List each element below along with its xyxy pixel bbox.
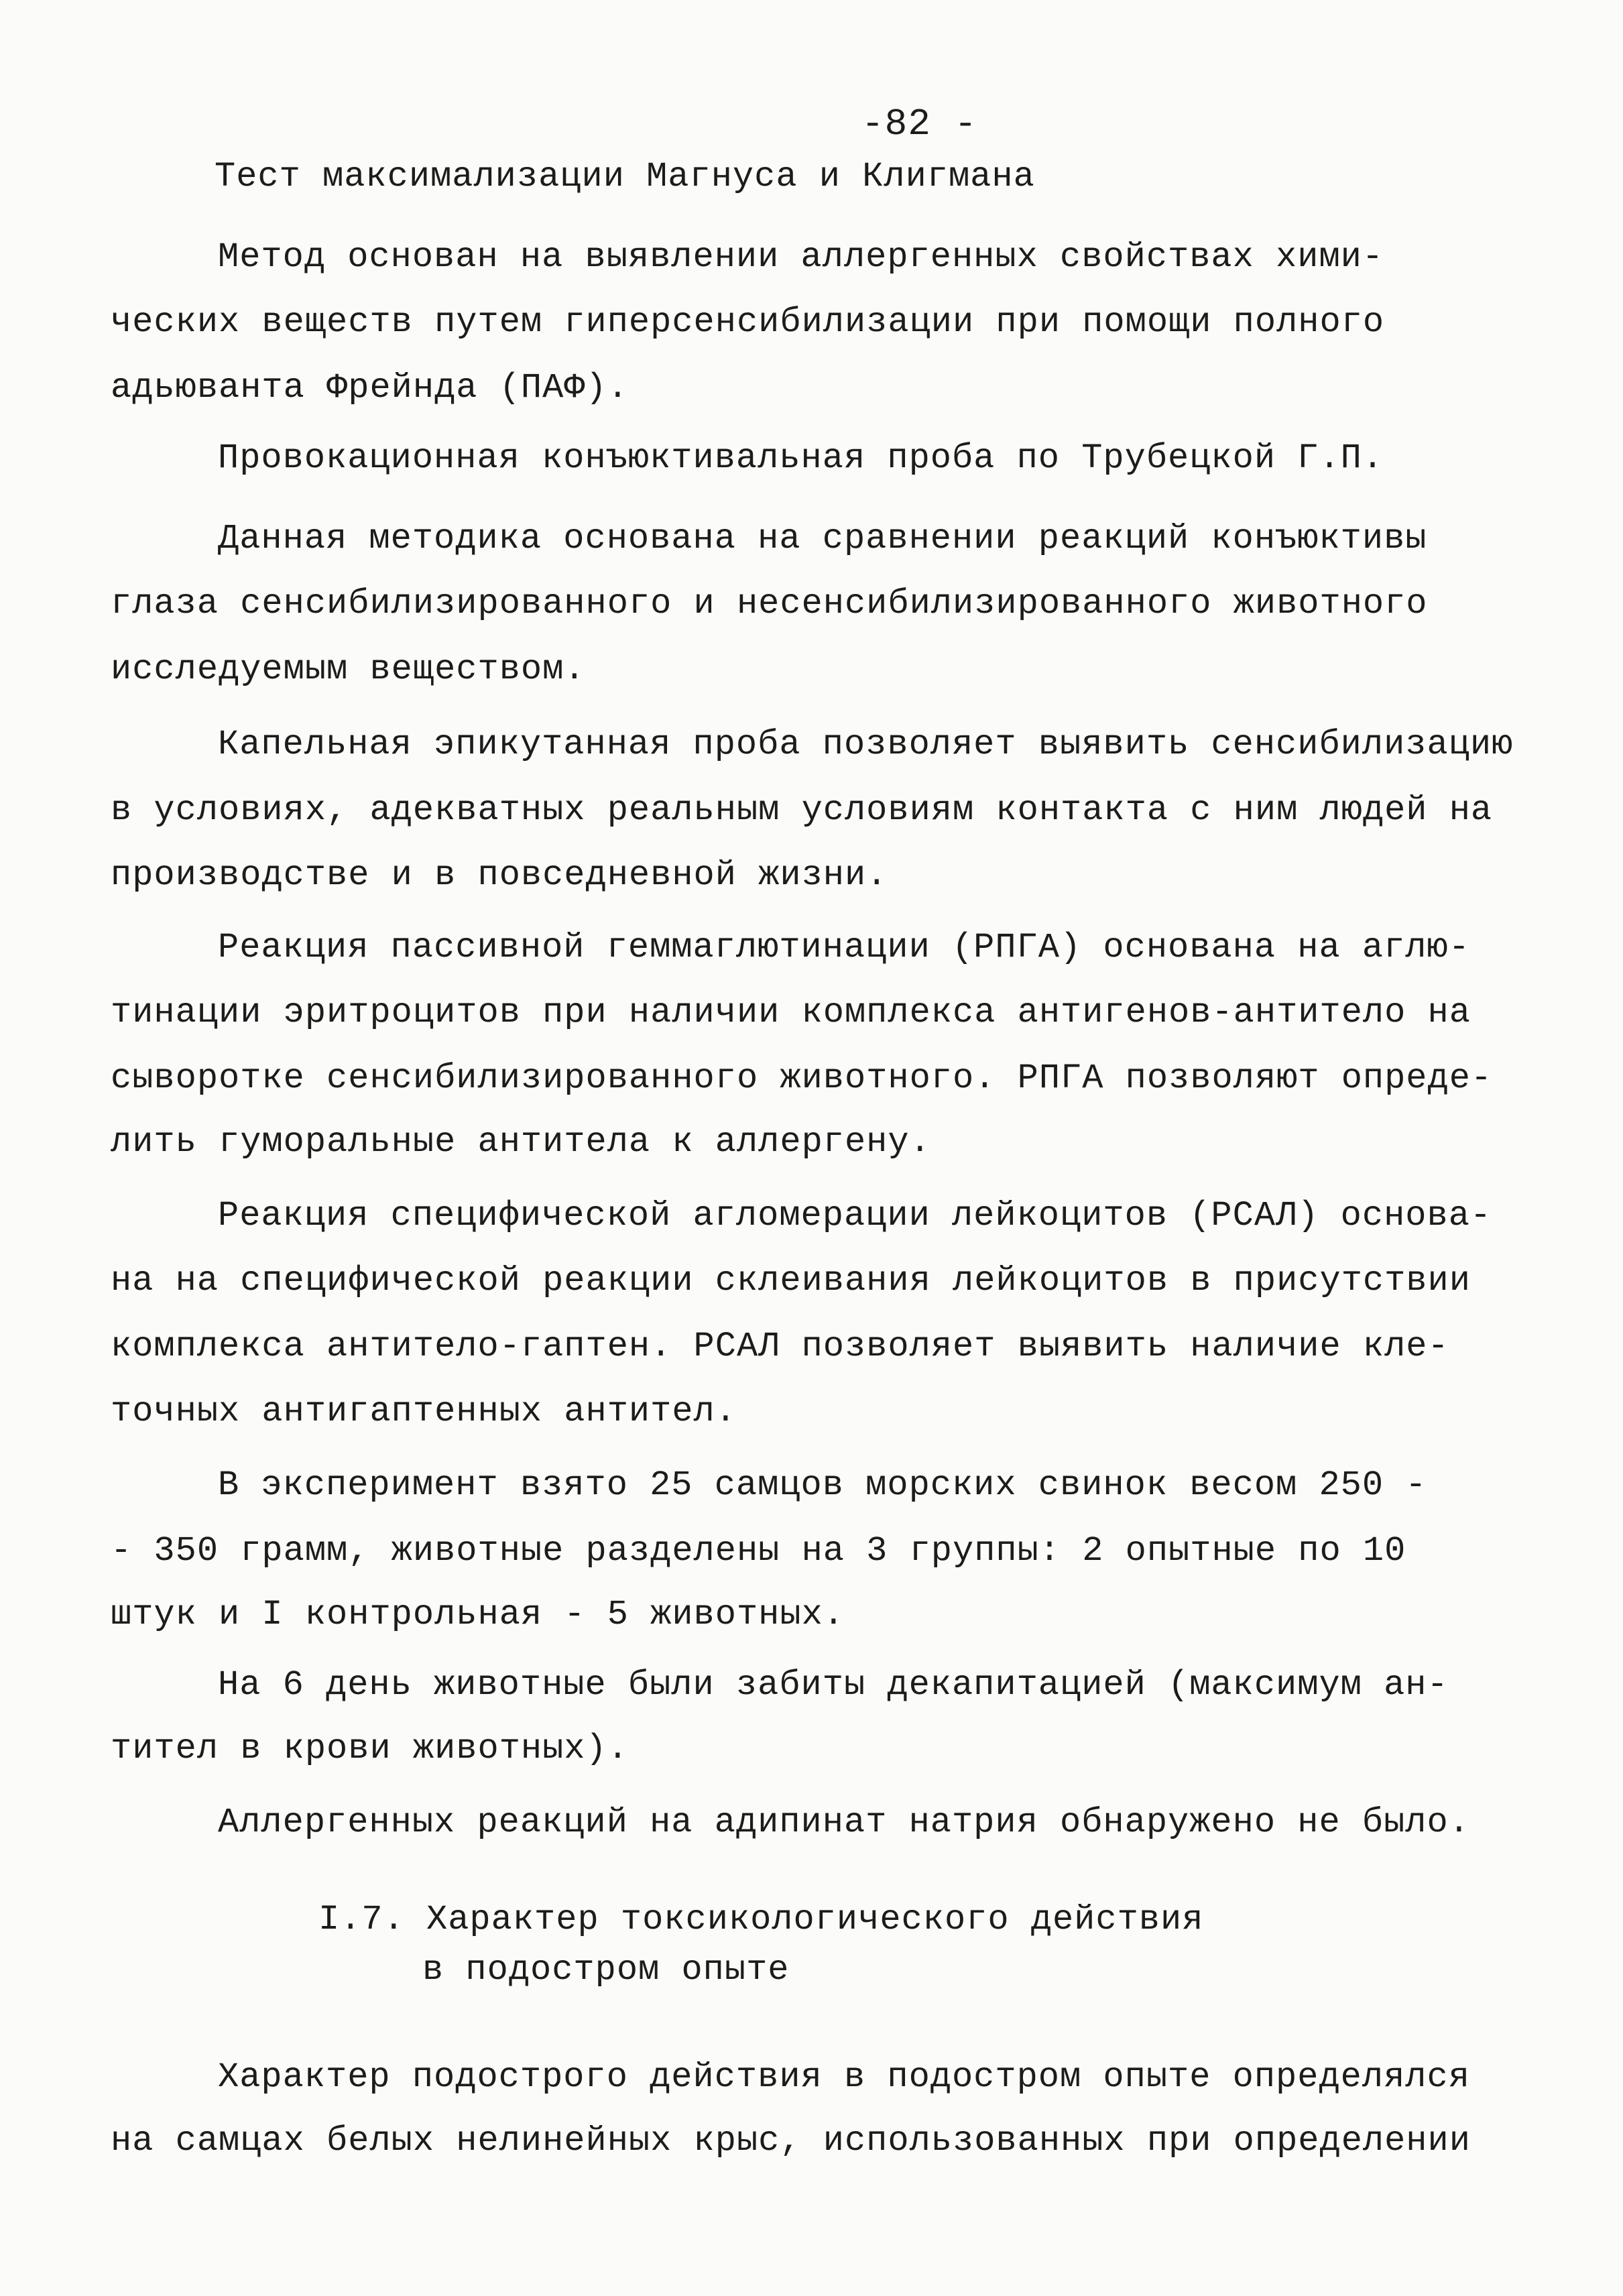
text-line: глаза сенсибилизированного и несенсибилизированного животного <box>111 584 1428 623</box>
text-line: точных антигаптенных антител. <box>111 1392 737 1431</box>
text-line: в условиях, адекватных реальным условиям контакта с ним людей на <box>111 790 1493 830</box>
text-line: Данная методика основана на сравнении реакций конъюктивы <box>218 519 1427 558</box>
text-line: - 350 грамм, животные разделены на 3 группы: 2 опытные по 10 <box>111 1531 1406 1571</box>
text-line: на на специфической реакции склеивания лейкоцитов в присутствии <box>111 1261 1471 1301</box>
text-line: производстве и в повседневной жизни. <box>111 855 888 895</box>
section-heading: I.7. Характер токсикологического действия <box>318 1900 1204 1939</box>
text-line: ческих веществ путем гиперсенсибилизации при помощи полного <box>111 302 1385 342</box>
text-line: Капельная эпикутанная проба позволяет выявить сенсибилизацию <box>218 725 1514 764</box>
section-heading-continued: в подостром опыте <box>422 1950 790 1990</box>
text-line: лить гуморальные антитела к аллергену. <box>111 1122 931 1162</box>
text-line: тинации эритроцитов при наличии комплекса антигенов-антитело на <box>111 993 1471 1032</box>
text-line: Провокационная конъюктивальная проба по Трубецкой Г.П. <box>218 438 1384 478</box>
text-line: Аллергенных реакций на адипинат натрия обнаружено не было. <box>218 1803 1470 1842</box>
text-line: комплекса антитело-гаптен. РСАЛ позволяет выявить наличие кле- <box>111 1327 1449 1366</box>
text-line: тител в крови животных). <box>111 1729 629 1768</box>
text-line: На 6 день животные были забиты декапитацией (максимум ан- <box>218 1665 1449 1705</box>
text-line: Реакция пассивной геммаглютинации (РПГА) основана на аглю- <box>218 928 1470 967</box>
page-number: -82 - <box>861 103 978 145</box>
text-line: Реакция специфической агломерации лейкоцитов (РСАЛ) основа- <box>218 1196 1492 1235</box>
text-line: В эксперимент взято 25 самцов морских свинок весом 250 - <box>218 1465 1427 1505</box>
text-line: сыворотке сенсибилизированного животного. РПГА позволяют опреде- <box>111 1059 1493 1098</box>
text-line: штук и I контрольная - 5 животных. <box>111 1595 845 1634</box>
text-line: адьюванта Фрейнда (ПАФ). <box>111 368 629 408</box>
section-title: Тест максимализации Магнуса и Клигмана <box>215 157 1035 196</box>
text-line: на самцах белых нелинейных крыс, использованных при определении <box>111 2121 1471 2161</box>
text-line: Метод основан на выявлении аллергенных свойствах хими- <box>218 237 1384 277</box>
text-line: исследуемым веществом. <box>111 650 586 689</box>
text-line: Характер подострого действия в подостром опыте определялся <box>218 2057 1470 2097</box>
